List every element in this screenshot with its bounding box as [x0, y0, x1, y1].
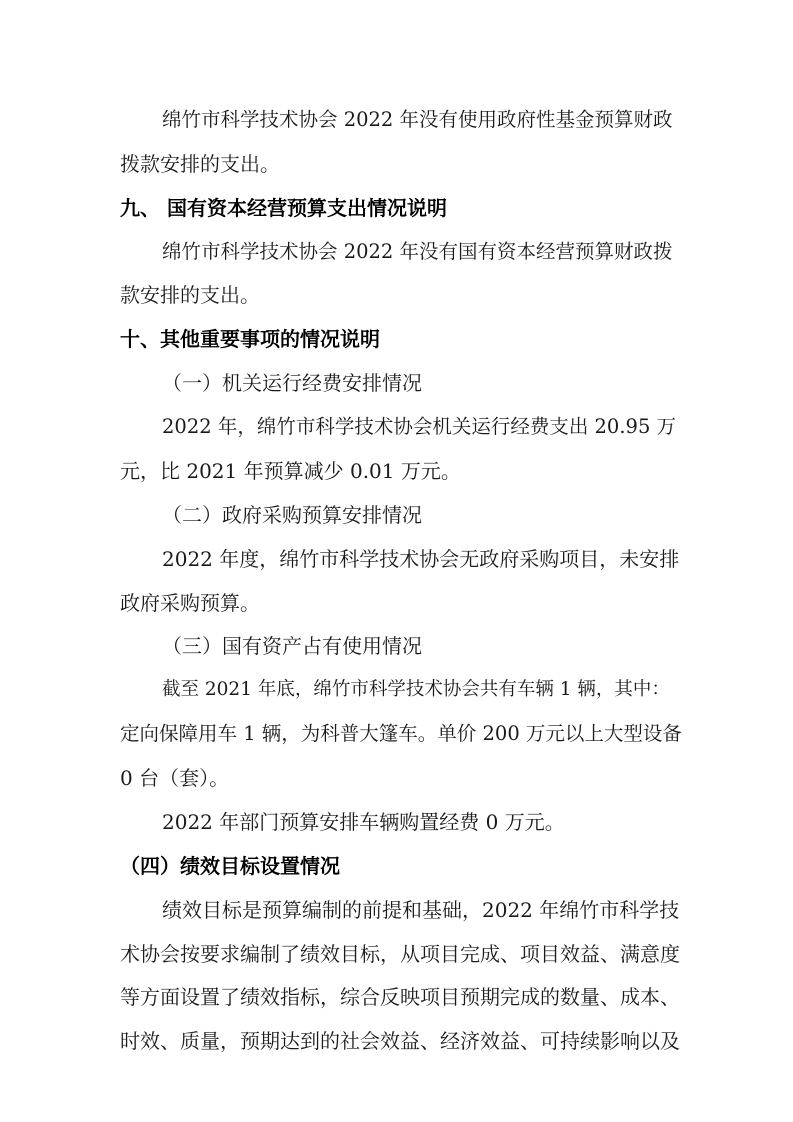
- body-text-line: 拨款安排的支出。: [120, 152, 280, 176]
- body-text-line: 政府采购预算。: [120, 591, 260, 615]
- body-text-line: 绵竹市科学技术协会 2022 年没有国有资本经营预算财政拨: [162, 240, 673, 263]
- body-text-line: 0 台（套）。: [120, 766, 230, 790]
- section-heading: 十、其他重要事项的情况说明: [120, 327, 380, 351]
- body-text-line: 定向保障用车 1 辆，为科普大篷车。单价 200 万元以上大型设备: [120, 722, 682, 745]
- body-text-line: 2022 年，绵竹市科学技术协会机关运行经费支出 20.95 万: [162, 415, 677, 438]
- body-text-line: 绩效目标是预算编制的前提和基础，2022 年绵竹市科学技: [162, 898, 680, 922]
- section-heading: 九、 国有资本经营预算支出情况说明: [120, 196, 447, 220]
- body-text-line: 术协会按要求编制了绩效目标，从项目完成、项目效益、满意度: [120, 942, 680, 966]
- section-heading: （四）绩效目标设置情况: [120, 854, 340, 878]
- body-text-line: 绵竹市科学技术协会 2022 年没有使用政府性基金预算财政: [162, 108, 673, 131]
- body-text-line: 款安排的支出。: [120, 283, 260, 307]
- body-text-line: 时效、质量，预期达到的社会效益、经济效益、可持续影响以及: [120, 1029, 680, 1053]
- body-text-line: 等方面设置了绩效指标，综合反映项目预期完成的数量、成本、: [120, 985, 680, 1009]
- body-text-line: 元，比 2021 年预算减少 0.01 万元。: [120, 459, 461, 483]
- body-text-line: 2022 年度，绵竹市科学技术协会无政府采购项目，未安排: [162, 547, 680, 571]
- subsection-heading: （三）国有资产占有使用情况: [162, 634, 422, 658]
- body-text-line: 截至 2021 年底，绵竹市科学技术协会共有车辆 1 辆，其中：: [162, 679, 670, 700]
- subsection-heading: （一）机关运行经费安排情况: [162, 371, 422, 395]
- body-text-line: 2022 年部门预算安排车辆购置经费 0 万元。: [162, 810, 565, 834]
- subsection-heading: （二）政府采购预算安排情况: [162, 503, 422, 527]
